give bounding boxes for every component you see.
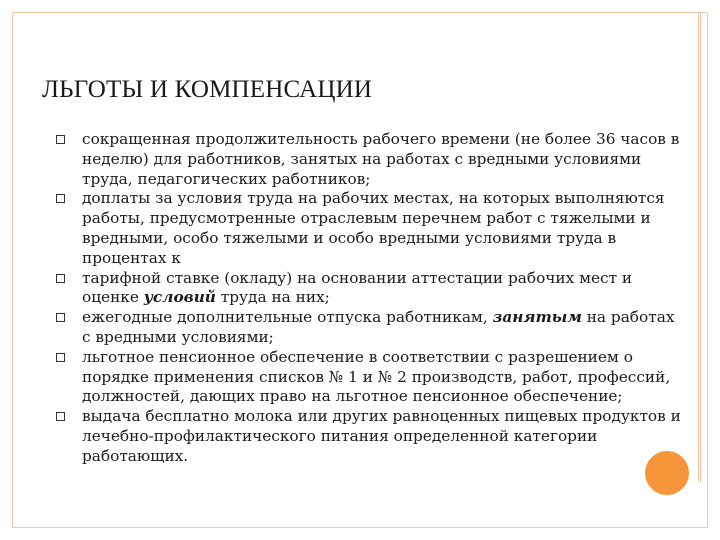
bullet-text: льготное пенсионное обеспечение в соответствии с разрешением о порядке применения списков № 1 и № 2 производств, работ, профессий, должностей, дающих право на льготное пенсионное обеспечение; bbox=[82, 347, 671, 406]
bullet-item bbox=[56, 130, 686, 189]
bullet-emphasis: условий bbox=[143, 288, 216, 307]
square-bullet-icon bbox=[56, 412, 65, 421]
bullet-text: тарифной ставке (окладу) на основании аттестации рабочих мест и оценке bbox=[82, 268, 633, 307]
bullet-item bbox=[56, 189, 686, 268]
square-bullet-icon bbox=[56, 135, 65, 144]
square-bullet-icon bbox=[56, 194, 65, 203]
slide-title: ЛЬГОТЫ И КОМПЕНСАЦИИ bbox=[42, 76, 373, 103]
bullet-item bbox=[56, 269, 686, 309]
bullet-emphasis: занятым bbox=[492, 308, 582, 327]
bullet-text: на работах с вредными условиями; bbox=[82, 308, 675, 346]
bullet-text: ежегодные дополнительные отпуска работникам, bbox=[82, 308, 493, 327]
bullet-item bbox=[56, 348, 686, 407]
slide-side-rule bbox=[698, 12, 701, 482]
bullet-text: выдача бесплатно молока или других равноценных пищевых продуктов и лечебно-профилактического питания определенной категории работающих. bbox=[82, 407, 681, 465]
bullet-text: сокращенная продолжительность рабочего времени (не более 36 часов в неделю) для работников, занятых на работах с вредными условиями труда, педагогических работников; bbox=[82, 130, 680, 188]
bullet-text: труда на них; bbox=[215, 288, 330, 307]
bullet-text: доплаты за условия труда на рабочих местах, на которых выполняются работы, предусмотренные отраслевым перечнем работ с тяжелыми и вредными, особо тяжелыми и особо вредными условиями труда в процентах к bbox=[82, 189, 665, 267]
square-bullet-icon bbox=[56, 353, 65, 362]
square-bullet-icon bbox=[56, 274, 65, 283]
bullet-item bbox=[56, 308, 686, 348]
square-bullet-icon bbox=[56, 313, 65, 322]
accent-circle-decoration bbox=[642, 448, 692, 498]
bullet-list bbox=[56, 130, 686, 467]
bullet-item bbox=[56, 407, 686, 466]
